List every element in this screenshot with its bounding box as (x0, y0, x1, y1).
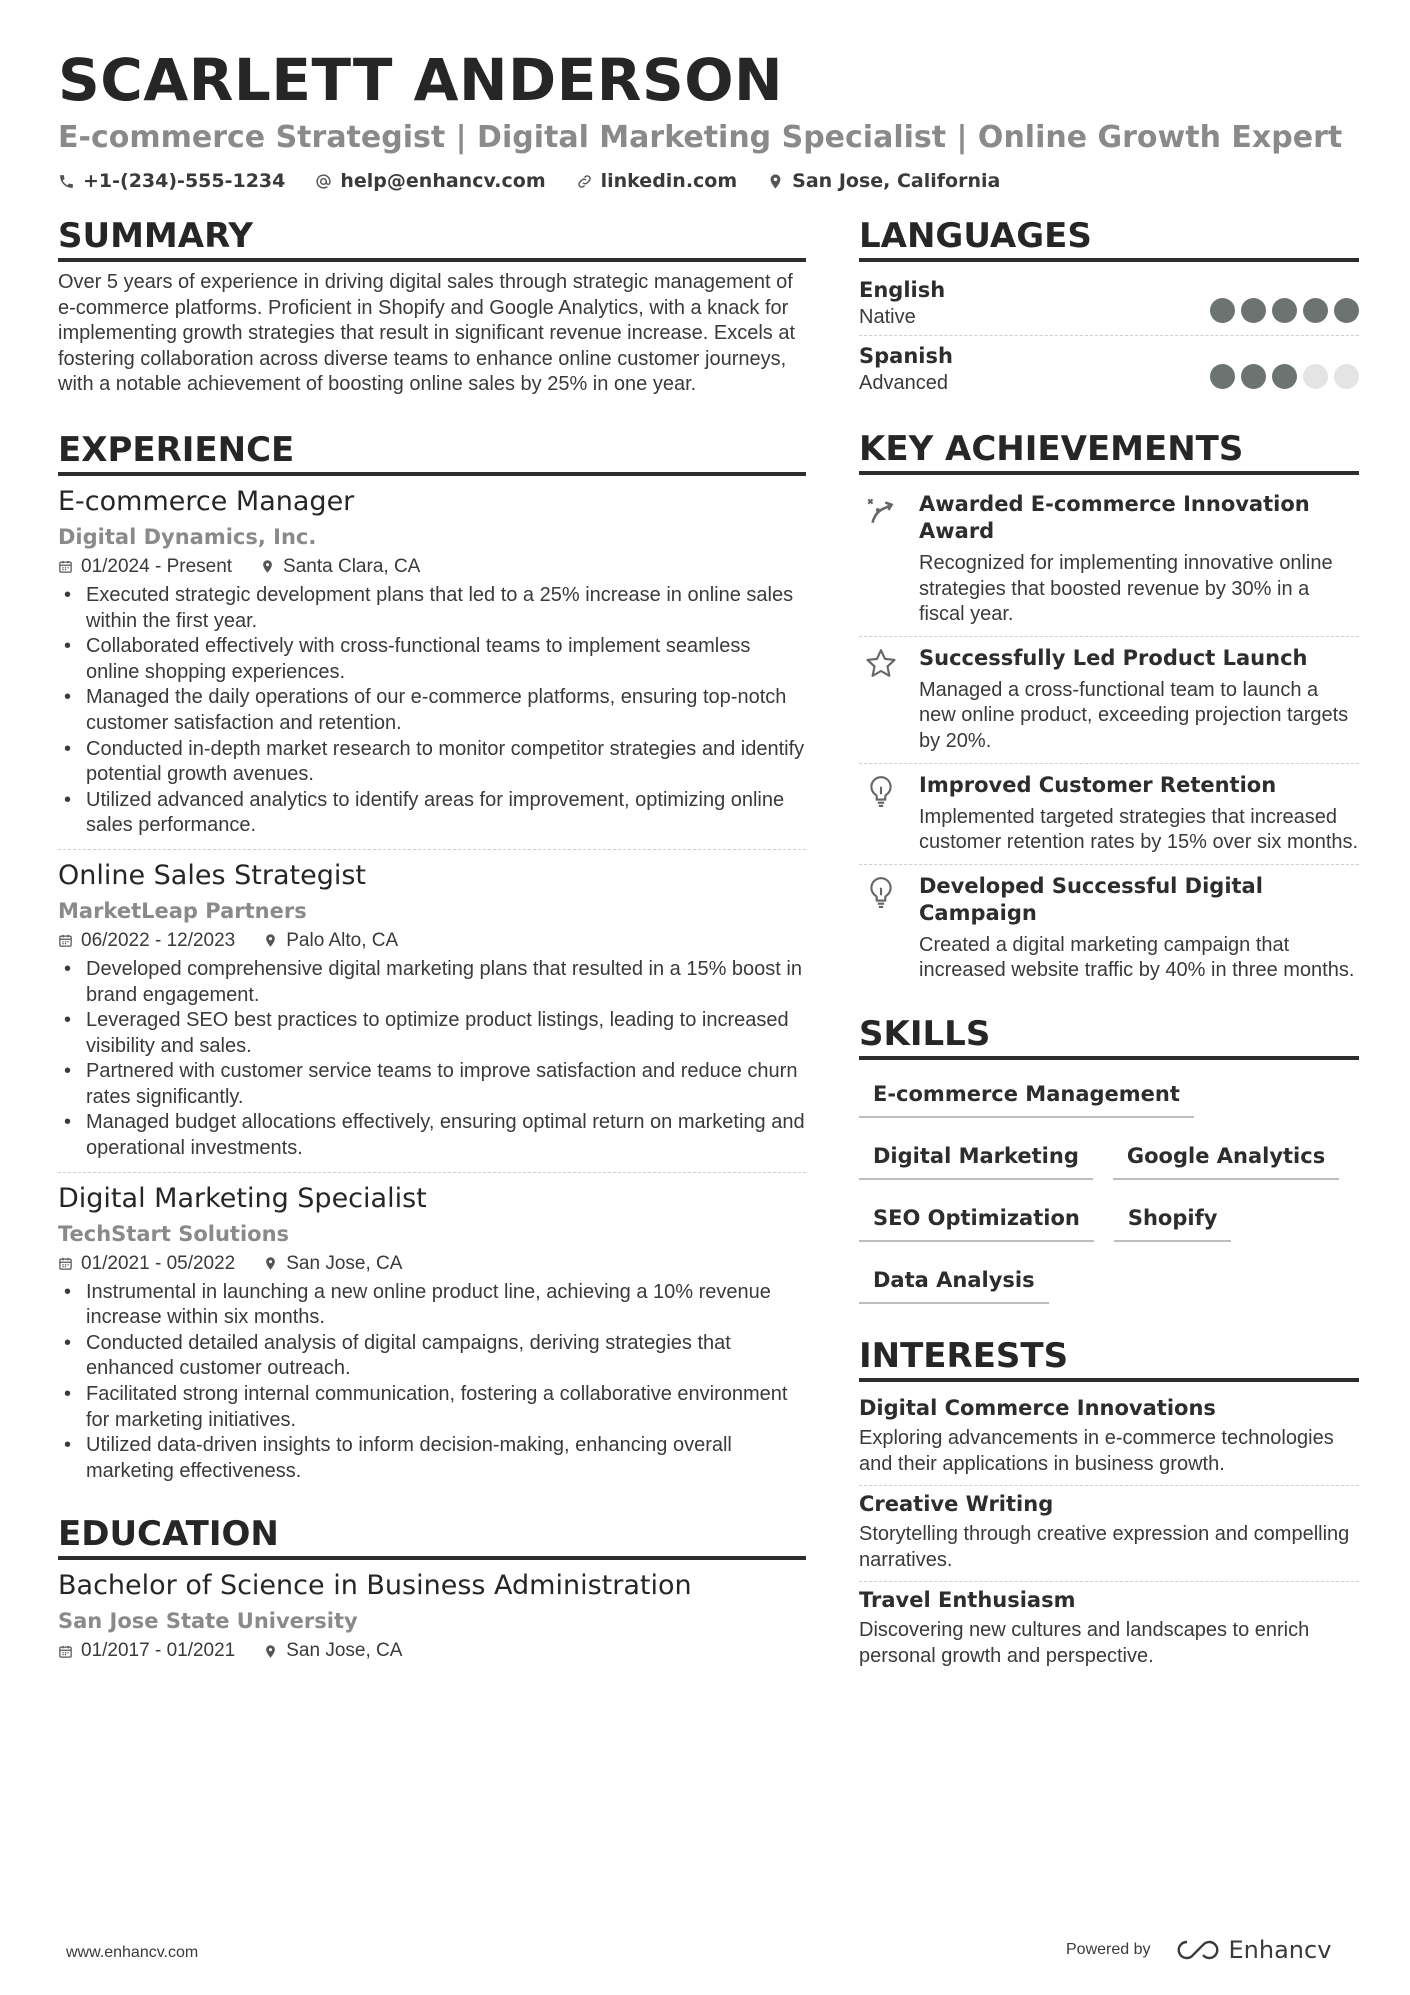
achievements-title: KEY ACHIEVEMENTS (859, 427, 1359, 475)
job-location-text: Santa Clara, CA (283, 555, 421, 577)
job-bullet: • Conducted in-depth market research to monitor competitor strategies and identify potential growth avenues. (58, 737, 806, 788)
achievement-item (859, 483, 1359, 636)
interest-desc: Exploring advancements in e-commerce technologies and their applications in business growth. (859, 1426, 1334, 1475)
achievement-title: Developed Successful Digital Campaign (919, 873, 1263, 925)
languages-section (859, 214, 1359, 401)
job-bullet: • Executed strategic development plans that led to a 25% increase in online sales within the first year. (58, 583, 806, 634)
job-entry (58, 1181, 806, 1491)
achievement-icon-wrap (859, 873, 903, 984)
job-dates (58, 1250, 235, 1278)
experience-section (58, 428, 806, 1490)
interest-item (859, 1582, 1359, 1677)
job-bullet: • Utilized advanced analytics to identify areas for improvement, optimizing online sales performance. (58, 788, 806, 839)
trend-icon (864, 493, 898, 527)
calendar-icon (58, 933, 73, 948)
location-pin-icon (263, 933, 278, 948)
resume-header (58, 44, 1358, 192)
job-title: Digital Marketing Specialist (58, 1182, 427, 1214)
email-text: help@enhancv.com (340, 170, 546, 192)
achievement-title: Awarded E-commerce Innovation Award (919, 492, 1310, 543)
skill-tag: SEO Optimization (859, 1198, 1094, 1242)
interest-item (859, 1486, 1359, 1581)
contact-location (767, 170, 1000, 192)
location-pin-icon (263, 1644, 278, 1659)
contact-bar (58, 170, 1358, 192)
calendar-icon (58, 1256, 73, 1271)
achievement-desc: Implemented targeted strategies that increased customer retention rates by 15% over six months. (919, 805, 1359, 854)
rating-dot-empty (1334, 364, 1359, 389)
rating-dot-filled (1272, 364, 1297, 389)
achievement-title: Successfully Led Product Launch (919, 645, 1308, 670)
language-level: Advanced (859, 372, 948, 394)
rating-dot-filled (1210, 298, 1235, 323)
language-name: Spanish (859, 344, 953, 368)
contact-phone[interactable] (58, 170, 285, 192)
achievement-icon-wrap (859, 772, 903, 856)
powered-by-label: Powered by (1066, 1941, 1151, 1958)
job-location-text: San Jose, CA (286, 1252, 403, 1274)
job-divider (58, 849, 806, 850)
achievement-item (859, 865, 1359, 992)
education-title: EDUCATION (58, 1512, 806, 1560)
achievement-desc: Created a digital marketing campaign that increased website traffic by 40% in three months. (919, 933, 1355, 982)
skills-list (859, 1068, 1359, 1322)
contact-linkedin[interactable] (576, 170, 738, 192)
language-level: Native (859, 306, 916, 328)
education-school: San Jose State University (58, 1609, 358, 1634)
job-dates-text: 06/2022 - 12/2023 (81, 929, 236, 951)
language-name: English (859, 278, 946, 302)
location-pin-icon (767, 173, 784, 190)
star-icon (864, 647, 898, 681)
skill-tag: E-commerce Management (859, 1074, 1194, 1118)
interest-title: Travel Enthusiasm (859, 1588, 1076, 1613)
language-rating (1210, 298, 1359, 323)
achievements-section (859, 427, 1359, 992)
job-entry (58, 858, 806, 1168)
location-pin-icon (260, 559, 275, 574)
summary-section (58, 214, 806, 398)
job-meta (58, 927, 806, 955)
job-entry (58, 484, 806, 845)
job-dates-text: 01/2021 - 05/2022 (81, 1252, 236, 1274)
job-meta (58, 1250, 806, 1278)
brand-logo[interactable] (1175, 1936, 1332, 1964)
interests-section (859, 1334, 1359, 1678)
job-bullet: • Utilized data-driven insights to inform decision-making, enhancing overall marketing effectiveness. (58, 1433, 806, 1484)
achievement-desc: Managed a cross-functional team to launch a new online product, exceeding projection targets by 20%. (919, 678, 1349, 752)
location-pin-icon (263, 1256, 278, 1271)
job-company: Digital Dynamics, Inc. (58, 524, 317, 549)
job-bullets (58, 1280, 806, 1485)
at-icon (315, 173, 332, 190)
job-location (263, 927, 398, 955)
language-item (859, 270, 1359, 335)
rating-dot-filled (1210, 364, 1235, 389)
candidate-headline: E-commerce Strategist | Digital Marketing Specialist | Online Growth Expert (58, 120, 1343, 155)
job-title: E-commerce Manager (58, 485, 355, 517)
rating-dot-filled (1303, 298, 1328, 323)
skill-tag: Google Analytics (1113, 1136, 1339, 1180)
lightbulb-icon (864, 774, 898, 808)
contact-email[interactable] (315, 170, 545, 192)
job-bullet: • Developed comprehensive digital marketing plans that resulted in a 15% boost in brand engagement. (58, 957, 806, 1008)
location-text: San Jose, California (792, 170, 1001, 192)
job-bullet: • Facilitated strong internal communication, fostering a collaborative environment for marketing initiatives. (58, 1382, 806, 1433)
job-location (263, 1250, 402, 1278)
rating-dot-filled (1241, 298, 1266, 323)
job-bullet: • Instrumental in launching a new online product line, achieving a 10% revenue increase within six months. (58, 1280, 806, 1331)
education-dates-text: 01/2017 - 01/2021 (81, 1640, 236, 1662)
language-item (859, 336, 1359, 401)
job-dates-text: 01/2024 - Present (81, 555, 233, 577)
education-degree: Bachelor of Science in Business Administration (58, 1570, 692, 1602)
interest-title: Digital Commerce Innovations (859, 1395, 1216, 1420)
rating-dot-empty (1303, 364, 1328, 389)
job-company: TechStart Solutions (58, 1221, 290, 1246)
job-company: MarketLeap Partners (58, 898, 307, 923)
job-bullet: • Collaborated effectively with cross-functional teams to implement seamless online shopping experiences. (58, 634, 806, 685)
experience-title: EXPERIENCE (58, 428, 806, 476)
phone-icon (58, 173, 75, 190)
education-meta (58, 1637, 806, 1665)
rating-dot-filled (1241, 364, 1266, 389)
skill-tag: Data Analysis (859, 1260, 1049, 1304)
link-icon (576, 173, 593, 190)
job-location (260, 553, 420, 581)
interest-desc: Discovering new cultures and landscapes to enrich personal growth and perspective. (859, 1619, 1310, 1667)
phone-text: +1-(234)-555-1234 (83, 170, 286, 192)
brand-name: Enhancv (1228, 1936, 1332, 1964)
job-location-text: Palo Alto, CA (286, 929, 399, 951)
job-dates (58, 927, 235, 955)
education-dates (58, 1637, 235, 1665)
education-location (263, 1637, 402, 1665)
interests-title: INTERESTS (859, 1334, 1359, 1382)
achievement-icon-wrap (859, 491, 903, 628)
calendar-icon (58, 559, 73, 574)
skills-section (859, 1012, 1359, 1322)
linkedin-text: linkedin.com (600, 170, 738, 192)
education-section (58, 1512, 806, 1665)
job-bullet: • Managed the daily operations of our e-commerce platforms, ensuring top-notch customer satisfaction and retention. (58, 685, 806, 736)
enhancv-logo-icon (1175, 1938, 1221, 1962)
calendar-icon (58, 1644, 73, 1659)
right-column (859, 214, 1359, 1678)
skills-title: SKILLS (859, 1012, 1359, 1060)
job-bullet: • Conducted detailed analysis of digital campaigns, deriving strategies that enhanced customer outreach. (58, 1331, 806, 1382)
achievement-title: Improved Customer Retention (919, 772, 1277, 797)
achievement-item (859, 637, 1359, 763)
language-rating (1210, 364, 1359, 389)
interest-desc: Storytelling through creative expression and compelling narratives. (859, 1523, 1350, 1571)
job-divider (58, 1172, 806, 1173)
footer-branding (1066, 1936, 1331, 1964)
rating-dot-filled (1272, 298, 1297, 323)
job-bullet: • Partnered with customer service teams to improve satisfaction and reduce churn rates significantly. (58, 1059, 806, 1110)
lightbulb-icon (864, 875, 898, 909)
job-bullets (58, 583, 806, 839)
skill-tag: Digital Marketing (859, 1136, 1093, 1180)
job-dates (58, 553, 232, 581)
job-bullets (58, 957, 806, 1162)
achievement-item (859, 764, 1359, 864)
rating-dot-filled (1334, 298, 1359, 323)
job-bullet: • Leveraged SEO best practices to optimize product listings, leading to increased visibility and sales. (58, 1008, 806, 1059)
summary-title: SUMMARY (58, 214, 806, 262)
interest-item (859, 1390, 1359, 1485)
left-column (58, 214, 806, 1665)
job-bullet: • Managed budget allocations effectively, ensuring optimal return on marketing and operational investments. (58, 1110, 806, 1161)
summary-text: Over 5 years of experience in driving digital sales through strategic management of e-commerce platforms. Proficient in Shopify and Google Analytics, with a knack for implementing growth strategies that result in significant revenue increase. Excels at fostering collaboration across diverse teams to enhance online customer journeys, with a notable achievement of boosting online sales by 25% in one year. (58, 271, 796, 396)
skill-tag: Shopify (1114, 1198, 1232, 1242)
job-meta (58, 553, 806, 581)
education-location-text: San Jose, CA (286, 1640, 403, 1662)
job-title: Online Sales Strategist (58, 859, 366, 891)
interest-title: Creative Writing (859, 1492, 1054, 1517)
languages-title: LANGUAGES (859, 214, 1359, 262)
achievement-icon-wrap (859, 645, 903, 755)
candidate-name: SCARLETT ANDERSON (58, 46, 784, 114)
footer-website[interactable]: www.enhancv.com (66, 1944, 199, 1961)
achievement-desc: Recognized for implementing innovative online strategies that boosted revenue by 30% in a fiscal year. (919, 552, 1333, 626)
